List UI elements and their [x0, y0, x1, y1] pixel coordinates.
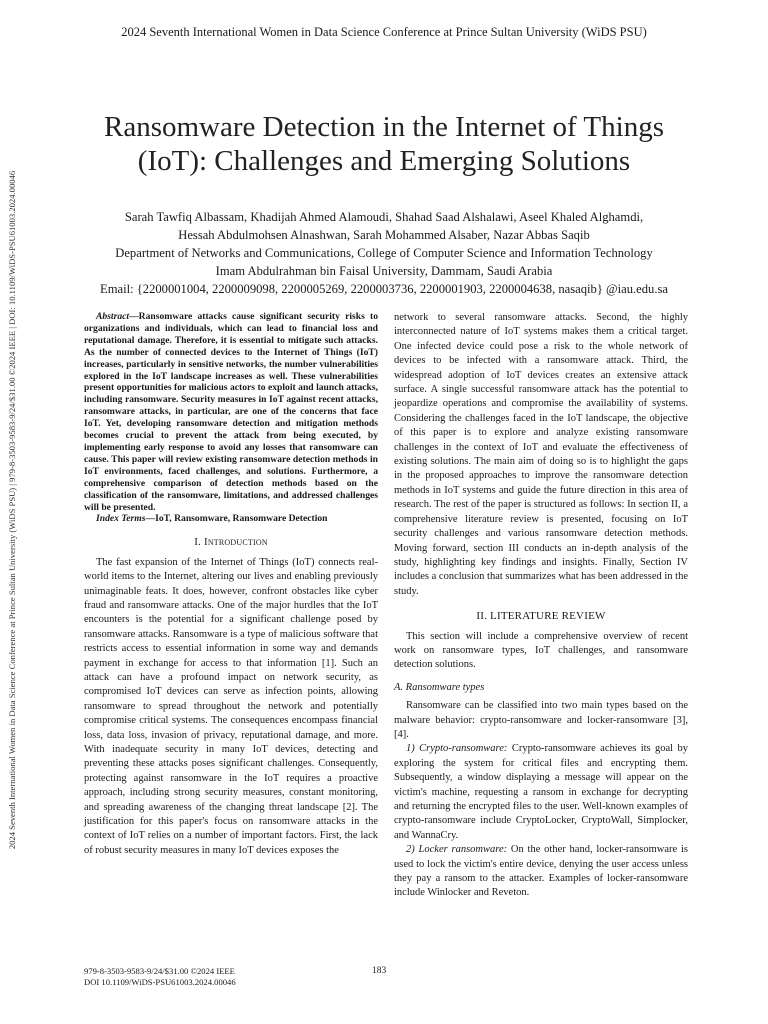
authors-line-1: Sarah Tawfiq Albassam, Khadijah Ahmed Alamoudi, Shahad Saad Alshalawi, Aseel Khaled Alghamdi, [124, 210, 644, 224]
section-1-number: I. [194, 536, 202, 549]
authors-line-2: Hessah Abdulmohsen Alnashwan, Sarah Mohammed Alsaber, Nazar Abbas Saqib [178, 228, 590, 242]
footer-doi: DOI 10.1109/WiDS-PSU61003.2024.00046 [84, 977, 236, 987]
affiliation-university: Imam Abdulrahman bin Faisal University, Dammam, Saudi Arabia [215, 264, 553, 278]
index-terms-label: Index Terms [96, 513, 146, 525]
locker-ransomware-label: 2) Locker ransomware: [406, 844, 508, 856]
ransomware-types-paragraph: Ransomware can be classified into two main types based on the malware behavior: crypto-ransomware and locker-ransomware [3], [4]. [394, 700, 688, 740]
crypto-ransomware-paragraph [394, 742, 688, 843]
literature-review-intro: This section will include a comprehensive overview of recent work on ransomware types, IoT challenges, and ransomware detection solutions. [394, 630, 688, 671]
introduction-continued: network to several ransomware attacks. Second, the highly interconnected nature of IoT systems makes them a critical target. One infected device could pose a risk to the whole network of devices to be infected with a ransomware attack. Third, the widespread adoption of IoT devices creates an extensive attack surface. A single successful ransomware attack has the potential to jeopardize operations and compromise the availability of systems. Considering the challenges faced in the IoT landscape, the objective of this paper is to explore and analyze existing ransomware challenges in the context of IoT and evaluate the effectiveness of existing solutions. The main aim of doing so is to highlight the gaps in the proposed approaches to improve the ransomware detection methods in IoT systems and guide the future direction in this area of research. The rest of the paper is structured as follows: In section II, a comprehensive literature review is presented, focusing on IoT security challenges and various ransomware detection methods. Moving forward, section III conducts an in-depth analysis of the study, highlighting key findings and insights. Finally, Section IV includes a conclusion that summarizes what has been addressed in the study. [394, 312, 688, 597]
section-1-heading [84, 535, 378, 549]
title-line-2: (IoT): Challenges and Emerging Solutions [137, 145, 631, 177]
page-number: 183 [372, 966, 387, 976]
introduction-paragraph: The fast expansion of the Internet of Things (IoT) connects real-world items to the Internet, altering our lives and enabling previously unimaginable feats. It does, however, confront obstacles like cyber fraud and ransomware attacks. One of the major hurdles that the IoT encounters is the potential for a significant challenge posed by ransomware attacks. Ransomware is a type of malicious software that restricts access to essential information in some way and demands payment in exchange for access to that information [1]. Such an attack can have a profound impact on network security, as compromised IoT devices can serve as infection points, allowing ransomware to spread throughout the network and potentially compromise critical systems. The consequences encompass financial loss, data loss, invasion of privacy, reputational damage, and more. With inadequate security in many IoT devices, detecting and preventing these attacks poses significant challenges. Consequently, protecting against ransomware in the IoT requires a proactive approach, including strong security measures, constant monitoring, and spreading awareness of the changing threat landscape [2]. The justification for this paper's focus on ransomware attacks in the context of IoT relies on a number of important factors. First, the lack of robust security measures in many IoT devices exposes the [84, 556, 378, 856]
index-terms [84, 513, 378, 525]
locker-ransomware-paragraph [394, 843, 688, 901]
sidebar-citation-text: 2024 Seventh International Women in Data Science Conference at Prince Sultan University (WiDS PSU) | 979-8-3503-9583-9/24/$31.00 ©2024 IEEE | DOI: 10.1109/WiDS-PSU61003.2024.00046 [7, 170, 17, 850]
footer-copyright [84, 966, 236, 988]
crypto-ransomware-text: Crypto-ransomware achieves its goal by exploring the system for critical files and encrypting them. Subsequently, a window displaying a message will appear on the victim's machine, requesting a ransom in exchange for decrypting and returning the encrypted files to the user. Well-known examples of crypto-ransomware include CryptoLocker, CryptoWall, Simplocker, and WannaCry. [394, 743, 688, 841]
title-line-1: Ransomware Detection in the Internet of Things [104, 111, 664, 143]
affiliation-department: Department of Networks and Communications, College of Computer Science and Information Technology [115, 246, 653, 260]
crypto-ransomware-label: 1) Crypto-ransomware: [406, 743, 508, 755]
right-column [394, 311, 688, 901]
section-2-heading: II. LITERATURE REVIEW [476, 610, 606, 623]
section-1-title: Introduction [203, 536, 268, 549]
footer-isbn: 979-8-3503-9583-9/24/$31.00 ©2024 IEEE [84, 966, 235, 976]
subsection-a-heading: A. Ransomware types [394, 681, 485, 693]
abstract [84, 311, 378, 513]
conference-header: 2024 Seventh International Women in Data Science Conference at Prince Sultan University (WiDS PSU) [121, 25, 647, 39]
author-emails: Email: {2200001004, 2200009098, 2200005269, 2200003736, 2200001903, 2200004638, nasaqib} @iau.edu.sa [100, 282, 668, 296]
locker-ransomware-text: On the other hand, locker-ransomware is used to lock the victim's entire device, denying the user access unless they pay a ransom to the attacker. Examples of locker-ransomware include Winlocker and Reveton. [394, 844, 688, 899]
abstract-label: Abstract [96, 311, 130, 322]
sidebar-citation [6, 100, 18, 920]
author-block [40, 208, 728, 298]
index-terms-text: —IoT, Ransomware, Ransomware Detection [145, 513, 328, 525]
paper-title [60, 110, 708, 178]
left-column [84, 311, 378, 858]
abstract-text: —Ransomware attacks cause significant security risks to organizations and individuals, which can lead to financial loss and reputational damage. Therefore, it is essential to mitigate such attacks. As the number of connected devices to the Internet of Things (IoT) increases, particularly in sensitive networks, the number vulnerabilities explored in the IoT landscape increases as well. These vulnerabilities present opportunities for malicious actors to exploit and launch attacks, including ransomware. Security measures in IoT against recent attacks, ransomware attacks, in particular, are one of the concerns that face IoT. Yet, developing ransomware detection and mitigation methods becomes crucial to prevent the attack from being executed, by implementing early response to avoid any losses that ransomware can cause. This paper will review existing ransomware detection methods in IoT environments, faced challenges, and solutions. Furthermore, a comprehensive comparison of detection methods based on the classification of the ransomware, limitations, and addressed challenges will be presented. [84, 311, 378, 513]
